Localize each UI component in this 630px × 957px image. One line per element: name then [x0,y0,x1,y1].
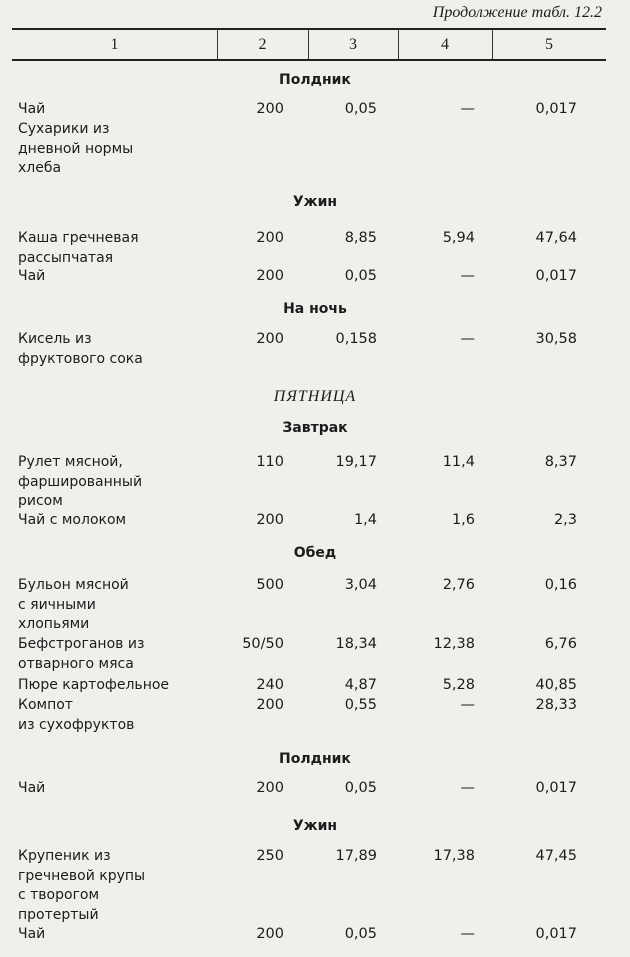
dish-name: Чай [18,926,46,942]
carbs-value: 28,33 [535,697,577,713]
protein-value: 1,4 [353,512,377,528]
carbs-value: 40,85 [535,677,577,693]
dish-name: Бульон мясной с яичными хлопьями [18,577,129,632]
column-header-2: 2 [258,36,267,53]
protein-value: 0,158 [335,331,377,347]
dish-name: Крупеник из гречневой крупы с творогом протертый [18,848,146,923]
column-header-4: 4 [441,36,449,53]
fat-value: 17,38 [433,848,475,864]
table-top-rule [12,28,606,30]
fat-value: 12,38 [433,636,475,652]
carbs-value: 47,64 [535,230,577,246]
portion-grams: 240 [256,677,284,693]
portion-grams: 200 [256,926,284,942]
protein-value: 18,34 [335,636,377,652]
portion-grams: 200 [256,697,284,713]
protein-value: 17,89 [335,848,377,864]
carbs-value: 8,37 [544,454,577,470]
fat-value: 5,94 [442,230,475,246]
fat-value: — [460,268,475,284]
protein-value: 0,05 [344,101,377,117]
fat-value: 5,28 [442,677,475,693]
meal-heading: Полдник [279,72,351,88]
dish-name: Рулет мясной, фаршированный рисом [18,454,143,509]
fat-value: 11,4 [442,454,475,470]
protein-value: 0,05 [344,780,377,796]
fat-value: — [460,780,475,796]
column-header-5: 5 [545,36,553,53]
portion-grams: 250 [256,848,284,864]
portion-grams: 200 [256,101,284,117]
dish-name: Пюре картофельное [18,677,170,693]
table-header-rule [12,59,606,61]
portion-grams: 50/50 [242,636,284,652]
dish-name: Чай [18,268,46,284]
meal-heading: Ужин [292,818,338,834]
portion-grams: 110 [256,454,284,470]
portion-grams: 200 [256,268,284,284]
carbs-value: 47,45 [535,848,577,864]
dish-name: Чай с молоком [18,512,127,528]
meal-heading: Обед [293,545,337,561]
dish-name: Чай [18,780,46,796]
fat-value: — [460,331,475,347]
fat-value: — [460,101,475,117]
dish-name: Каша гречневая рассыпчатая [18,230,139,266]
carbs-value: 2,3 [553,512,577,528]
carbs-value: 0,16 [544,577,577,593]
portion-grams: 200 [256,230,284,246]
protein-value: 8,85 [344,230,377,246]
fat-value: 2,76 [442,577,475,593]
protein-value: 0,55 [344,697,377,713]
fat-value: — [460,697,475,713]
portion-grams: 200 [256,512,284,528]
protein-value: 4,87 [344,677,377,693]
carbs-value: 30,58 [535,331,577,347]
protein-value: 3,04 [344,577,377,593]
carbs-value: 0,017 [535,268,577,284]
carbs-value: 0,017 [535,101,577,117]
protein-value: 0,05 [344,926,377,942]
meal-heading: Ужин [292,194,338,210]
protein-value: 0,05 [344,268,377,284]
dish-name: Чай [18,101,46,117]
portion-grams: 500 [256,577,284,593]
portion-grams: 200 [256,331,284,347]
portion-grams: 200 [256,780,284,796]
protein-value: 19,17 [335,454,377,470]
column-header-1: 1 [110,36,119,53]
day-heading: ПЯТНИЦА [273,388,357,405]
dish-name: Компот из сухофруктов [18,697,135,733]
meal-heading: На ночь [283,301,347,317]
dish-name: Сухарики из дневной нормы хлеба [18,121,134,176]
dish-name: Бефстроганов из отварного мяса [18,636,145,672]
carbs-value: 6,76 [544,636,577,652]
fat-value: 1,6 [451,512,475,528]
meal-heading: Завтрак [282,420,348,436]
carbs-value: 0,017 [535,926,577,942]
column-header-3: 3 [349,36,357,53]
fat-value: — [460,926,475,942]
meal-heading: Полдник [279,751,351,767]
carbs-value: 0,017 [535,780,577,796]
dish-name: Кисель из фруктового сока [18,331,143,367]
table-caption: Продолжение табл. 12.2 [432,4,602,21]
